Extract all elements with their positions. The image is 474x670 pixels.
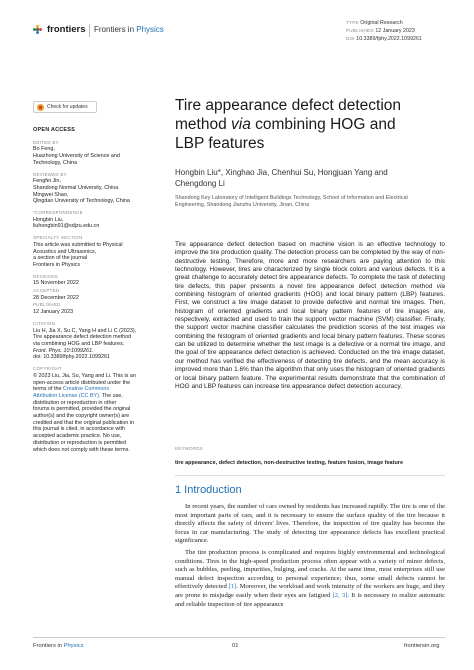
intro-paragraph-2 (175, 549, 445, 609)
copyright-label: COPYRIGHT (33, 366, 62, 372)
footer-rule (33, 637, 445, 638)
author-list (175, 168, 445, 189)
correspondence-label: *CORRESPONDENCE (33, 210, 83, 216)
ref-link-2-3[interactable]: [2, 3] (332, 591, 348, 599)
type-value: Original Research (360, 20, 403, 26)
editor-affil-1: Huazhong University of Science and (33, 153, 120, 160)
citation-line-1: Liu H, Jia X, Su C, Yang H and Li C (2023), (33, 327, 137, 334)
section-heading-introduction: 1 Introduction (175, 484, 242, 496)
citation-line-2: Tire appearance defect detection method (33, 334, 132, 341)
cc-link[interactable]: Creative Commons (62, 386, 110, 393)
journal-title: Physics (136, 25, 164, 34)
copyright-line-2: open-access article distributed under the (33, 379, 131, 386)
type-label: TYPE (346, 20, 359, 25)
specialty-line-1: This article was submitted to Physical (33, 241, 123, 248)
footer-journal-name: Physics (63, 643, 84, 649)
citation-doi[interactable]: doi: 10.3389/fphy.2022.1099261 (33, 354, 110, 361)
published-value: 12 January 2023 (375, 28, 415, 34)
copyright-use: The use, (100, 392, 123, 399)
copyright-line-3 (33, 386, 138, 393)
edited-label: EDITED BY (33, 139, 59, 145)
header-divider (89, 24, 90, 37)
reviewed-label: REVIEWED BY (33, 171, 67, 177)
copyright-rest-1: distribution or reproduction in other (33, 399, 117, 406)
footer-journal[interactable] (33, 643, 84, 649)
keywords: tire appearance, defect detection, non-destructive testing, feature fusion, image feature (175, 460, 403, 466)
left-published-label: PUBLISHED (33, 302, 61, 308)
title-via: via (231, 116, 251, 133)
received-date: 15 November 2022 (33, 280, 79, 287)
logo-text: frontiers (47, 24, 86, 35)
journal-name[interactable] (94, 25, 164, 34)
authors-line-1: Hongbin Liu*, Xinghao Jia, Chenhui Su, Hongjuan Yang and (175, 168, 388, 177)
intro-p2-part-c: . It is necessary to realize automatic and reliable inspection of tire appearance (175, 591, 445, 608)
check-for-updates-button[interactable] (33, 101, 97, 113)
abstract-part-1: Tire appearance defect detection based on machine vision is an effective technology to improve the tire production quality. The detection process can be completed by the way of non-destructive testing. Therefore, more and more researchers are paying attention to this technology. However, tires are characterized by single block colors and various defects. It is a great challenge to accurately detect tire appearance defects. To complete the task of detecting tire defects, this paper presents a novel tire appearance defect detection method (175, 241, 445, 290)
page-number: 01 (232, 643, 239, 649)
copyright-line-4 (33, 393, 138, 400)
doi-value[interactable]: 10.3389/fphy.2022.1099261 (356, 36, 422, 42)
specialty-line-4: Frontiers in Physics (33, 261, 81, 268)
specialty-line-2: Acoustics and Ultrasonics, (33, 248, 97, 255)
authors-line-2: Chengdong Li (175, 178, 225, 188)
copyright-rest-4: credited and that the original publication in (33, 419, 134, 426)
ref-link-1[interactable]: [1] (228, 583, 237, 591)
abstract-part-2: combining histogram of oriented gradients (HOG) and local binary pattern (LBP) features. First, we construct a tire image dataset to provide defective and normal tire images. Then, histogram of oriented gradients and local binary pattern features of tire images are, respectively, extracted and used to train the support vector machine (SVM) classifier. Finally, the support vector machine classifier calculates the prediction scores of the test images (175, 291, 445, 332)
left-published-date: 12 January 2023 (33, 309, 74, 316)
intro-paragraph-1: In recent years, the number of cars owned by residents has increased rapidly. The tire is one of the most important parts of cars, and it is necessary to ensure the surface quality of the tire because it directly affects the safety of drivers' lives. Therefore, the inspection of tire quality has become the focus in car manufacturing. The study of detecting tire appearance defects has excellent practical significance. (175, 503, 445, 545)
title-line-3: LBP features (175, 135, 265, 152)
editor-affil-2: Technology, China (33, 159, 77, 166)
affiliation-line-1: Shandong Key Laboratory of Intelligent Buildings Technology, School of Information and Electrical (175, 195, 408, 201)
specialty-label: SPECIALTY SECTION (33, 235, 83, 241)
corr-name: Hongbin Liu, (33, 216, 64, 223)
intro-p2-part-b: . Moreover, the workload and work intensity of the workers are huge, and they are prone to misjudge easily when their eyes are fatigued (175, 583, 445, 599)
copyright-rest-7: distribution or reproduction is permitted (33, 439, 127, 446)
corr-email-link[interactable]: liuhongbin91@sdjzu.edu.cn (33, 223, 100, 230)
published-label: PUBLISHED (346, 28, 374, 33)
doi-label: DOI (346, 36, 355, 41)
journal-prefix: Frontiers in (94, 25, 137, 34)
affiliation-line-2: Engineering, Shandong Jianzhu University, Jinan, China (175, 202, 310, 208)
citation-line-3: via combining HOG and LBP features. (33, 340, 125, 347)
title-method: method (175, 116, 232, 133)
copyright-rest-3: author(s) and the copyright owner(s) are (33, 413, 130, 420)
keywords-label: KEYWORDS (175, 446, 204, 451)
footer-journal-prefix: Frontiers in (33, 643, 64, 649)
affiliation (175, 195, 435, 209)
reviewer-2-affil: Qingdao University of Technology, China (33, 198, 130, 205)
abstract-via-2: via (436, 324, 445, 332)
accepted-date: 28 December 2022 (33, 294, 79, 301)
article-meta (346, 19, 422, 43)
title-combining: combining HOG and (250, 116, 396, 133)
abstract-via-1: via (436, 282, 445, 290)
citation-label: CITATION (33, 320, 56, 326)
copyright-rest-6: accepted academic practice. No use, (33, 433, 122, 440)
title-line-2 (175, 115, 445, 134)
reviewer-1-affil: Shandong Normal University, China (33, 184, 119, 191)
frontiers-logo[interactable] (33, 24, 86, 35)
copyright-line-1: © 2023 Liu, Jia, Su, Yang and Li. This is an (33, 372, 136, 379)
open-access-label: OPEN ACCESS (33, 127, 76, 133)
check-updates-icon (37, 104, 44, 111)
specialty-line-3: a section of the journal (33, 255, 88, 262)
left-sidebar (33, 127, 138, 453)
copyright-rest-5: this journal is cited, in accordance with (33, 426, 125, 433)
copyright-rest-8: which does not comply with these terms. (33, 446, 130, 453)
section-divider (175, 475, 445, 476)
intro-p2-part-a: The tire production process is complicated and requires highly environmental and technological conditions. Tires in the high-speed production process often appear with a variety of minor defects, such as bubbles, peeling, impurities, bulging, and cracks. At the same time, most enterprises still use manual defect inspection according to personal experience; thus, some small defects cannot be effectively detected (175, 548, 445, 591)
copyright-rest-2: forums is permitted, provided the original (33, 406, 131, 413)
copyright-terms: terms of the (33, 386, 63, 393)
citation-line-4: Front. Phys. 10:1099261. (33, 347, 94, 354)
footer-site-link[interactable]: frontiersin.org (404, 643, 440, 649)
abstract-part-3: combining the histogram of oriented gradients and local binary pattern features. These scores can be utilized to determine whether the test image is a defective or a normal tire image, and the goal of tire appearance defect detection is achieved. Conducted on the tire image dataset, our method has verified the effectiveness of detecting tire defects, and the mean accuracy is improved more than 1.6% than the algorithm that only uses the histogram of oriented gradients or local binary pattern feature. The experimental results demonstrate that the combination of HOG and LBP features can increase tire appearance defect detection accuracy. (175, 332, 445, 390)
check-updates-label: Check for updates (47, 104, 88, 110)
frontiers-logo-icon (33, 25, 43, 35)
article-title (175, 96, 445, 153)
editor-name: Bo Feng, (33, 146, 55, 153)
cc-license-link[interactable]: Attribution License (CC BY). (33, 392, 101, 399)
received-label: RECEIVED (33, 273, 58, 279)
title-line-1: Tire appearance defect detection (175, 97, 402, 114)
abstract (175, 241, 445, 391)
introduction-body (175, 503, 445, 612)
reviewer-1: Fengfei Jin, (33, 178, 61, 185)
reviewer-2: Mingwei Shao, (33, 191, 69, 198)
accepted-label: ACCEPTED (33, 288, 60, 294)
